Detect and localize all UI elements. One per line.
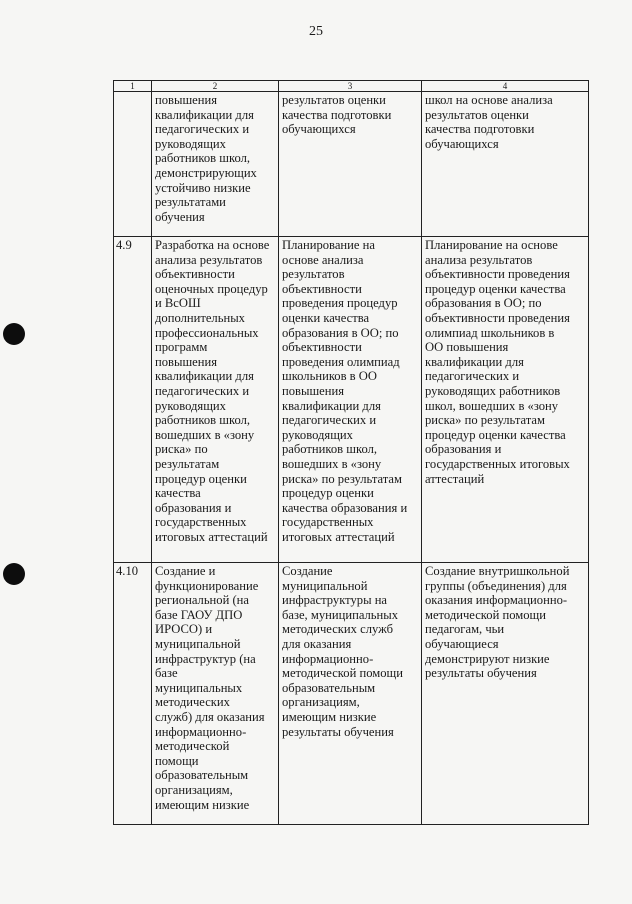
measure-cell: Создание и функционирование региональной (на базе ГАОУ ДПО ИРОСО) и муниципальной инфраструктур (на базе муниципальных методических служб) для оказания информационно- методической помощи образовательным организациям, имеющим низкие xyxy=(152,563,279,825)
page-number: 25 xyxy=(309,24,323,39)
row-number: 4.10 xyxy=(114,563,152,825)
punch-hole xyxy=(3,323,25,345)
column-number-3: 3 xyxy=(279,81,422,92)
measure-cell: повышения квалификации для педагогических и руководящих работников школ, демонстрирующих устойчиво низкие результатами обучения xyxy=(152,92,279,237)
table-row xyxy=(114,237,589,563)
row-number: 4.9 xyxy=(114,237,152,563)
regional-action-cell: Планирование на основе анализа результатов объективности проведения процедур оценки качества образования в ОО; по объективности проведения олимпиад школьников в ОО повышения квалификации для педагогических и руководящих работников школ, вошедших в «зону риска» по результатам процедур оценки качества образования и государственных итоговых аттестаций xyxy=(279,237,422,563)
punch-hole xyxy=(3,563,25,585)
table-row xyxy=(114,563,589,825)
row-number xyxy=(114,92,152,237)
column-number-4: 4 xyxy=(422,81,589,92)
municipal-action-cell: Планирование на основе анализа результатов объективности проведения процедур оценки качества образования в ОО; по объективности проведения олимпиад школьников в ОО повышения квалификации для педагогических и руководящих работников школ, вошедших в «зону риска» по результатам процедур оценки качества образования и государственных итоговых аттестаций xyxy=(422,237,589,563)
column-number-2: 2 xyxy=(152,81,279,92)
measures-table xyxy=(113,80,589,825)
municipal-action-cell: школ на основе анализа результатов оценки качества подготовки обучающихся xyxy=(422,92,589,237)
measure-cell: Разработка на основе анализа результатов объективности оценочных процедур и ВсОШ дополнительных профессиональных программ повышения квалификации для педагогических и руководящих работников школ, вошедших в «зону риска» по результатам процедур оценки качества образования и государственных итоговых аттестаций xyxy=(152,237,279,563)
regional-action-cell: Создание муниципальной инфраструктуры на базе, муниципальных методических служб для оказания информационно- методической помощи образовательным организациям, имеющим низкие результаты обучения xyxy=(279,563,422,825)
table-row xyxy=(114,92,589,237)
municipal-action-cell: Создание внутришкольной группы (объединения) для оказания информационно- методической помощи педагогам, чьи обучающиеся демонстрируют низкие результаты обучения xyxy=(422,563,589,825)
column-number-1: 1 xyxy=(114,81,152,92)
regional-action-cell: результатов оценки качества подготовки обучающихся xyxy=(279,92,422,237)
table-header-row xyxy=(114,81,589,92)
